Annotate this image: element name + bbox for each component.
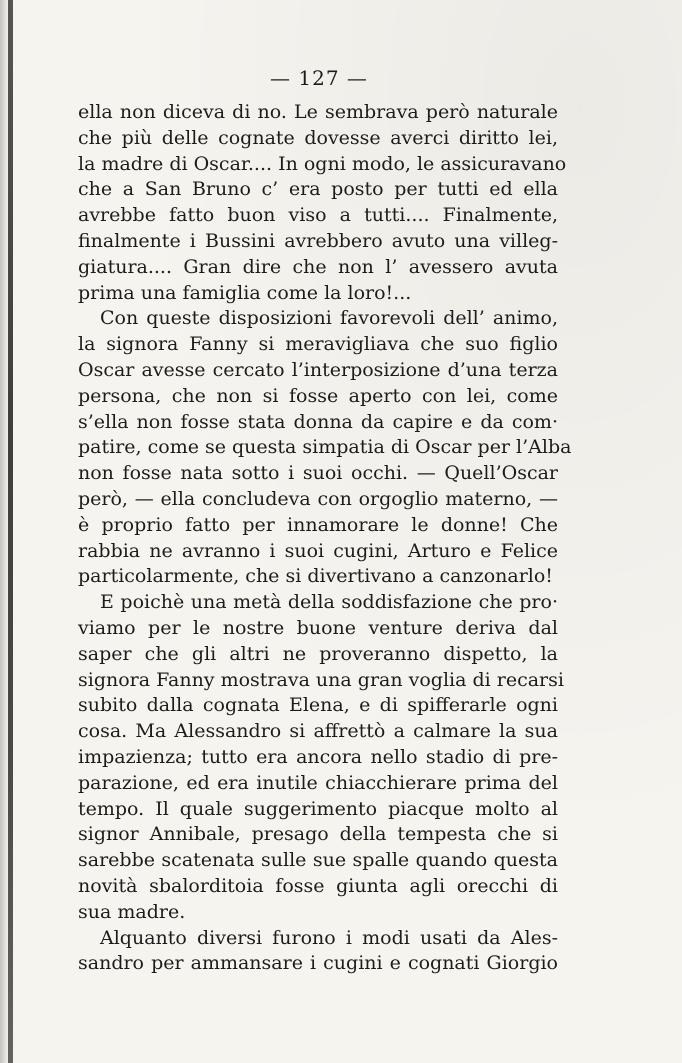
text-line: s’ella non fosse stata donna da capire e da com· xyxy=(78,410,558,433)
text-line: signor Annibale, presago della tempesta che si xyxy=(78,823,558,846)
text-line: tempo. Il quale suggerimento piacque molto al xyxy=(78,797,558,820)
body-text xyxy=(78,100,572,977)
text-line: persona, che non si fosse aperto con lei, come xyxy=(78,384,558,407)
text-line: prima una famiglia come la loro!... xyxy=(78,281,412,304)
text-line: la signora Fanny si meravigliava che suo figlio xyxy=(78,333,558,356)
text-line: impazienza; tutto era ancora nello stadio di pre- xyxy=(78,745,558,768)
binding-edge xyxy=(8,0,13,1063)
paragraph-start-line: Alquanto diversi furono i modi usati da Ales- xyxy=(100,926,558,949)
text-line: viamo per le nostre buone venture deriva dal xyxy=(78,616,558,639)
page-number: — 127 — xyxy=(270,66,368,90)
text-line: sandro per ammansare i cugini e cognati Giorgio xyxy=(78,952,558,975)
text-line: patire, come se questa simpatia di Oscar per l’Alba xyxy=(78,436,572,459)
text-line: particolarmente, che si divertivano a canzonarlo! xyxy=(78,565,553,588)
text-line: cosa. Ma Alessandro si affrettò a calmare la sua xyxy=(78,720,558,743)
text-line: non fosse nata sotto i suoi occhi. — Quell’Oscar xyxy=(78,462,558,485)
text-line: Oscar avesse cercato l’interposizione d’una terza xyxy=(78,358,558,381)
text-line: avrebbe fatto buon viso a tutti.... Finalmente, xyxy=(78,204,558,227)
text-line: sua madre. xyxy=(78,900,186,923)
text-line: parazione, ed era inutile chiacchierare prima del xyxy=(78,771,558,794)
binding-shadow xyxy=(0,0,8,1063)
text-line: giatura.... Gran dire che non l’ avessero avuta xyxy=(78,255,558,278)
text-line: finalmente i Bussini avrebbero avuto una villeg- xyxy=(78,229,558,252)
text-line: che a San Bruno c’ era posto per tutti ed ella xyxy=(78,178,558,201)
text-line: però, — ella concludeva con orgoglio materno, — xyxy=(78,487,558,510)
text-line: subito dalla cognata Elena, e di spifferarle ogni xyxy=(78,694,558,717)
text-line: novità sbalorditoia fosse giunta agli orecchi di xyxy=(78,874,558,897)
text-line: saper che gli altri ne proveranno dispetto, la xyxy=(78,642,558,665)
text-line: è proprio fatto per innamorare le donne! Che xyxy=(78,513,558,536)
text-line: signora Fanny mostrava una gran voglia di recarsi xyxy=(78,668,564,691)
text-line: che più delle cognate dovesse averci diritto lei, xyxy=(78,126,558,149)
text-line: rabbia ne avranno i suoi cugini, Arturo e Felice xyxy=(78,539,558,562)
paragraph-start-line: E poichè una metà della soddisfazione che pro· xyxy=(100,591,558,614)
text-line: la madre di Oscar.... In ogni modo, le assicuravano xyxy=(78,152,567,175)
text-line: sarebbe scatenata sulle sue spalle quando questa xyxy=(78,849,558,872)
paragraph-start-line: Con queste disposizioni favorevoli dell’ animo, xyxy=(100,307,558,330)
text-line: ella non diceva di no. Le sembrava però naturale xyxy=(78,101,558,123)
